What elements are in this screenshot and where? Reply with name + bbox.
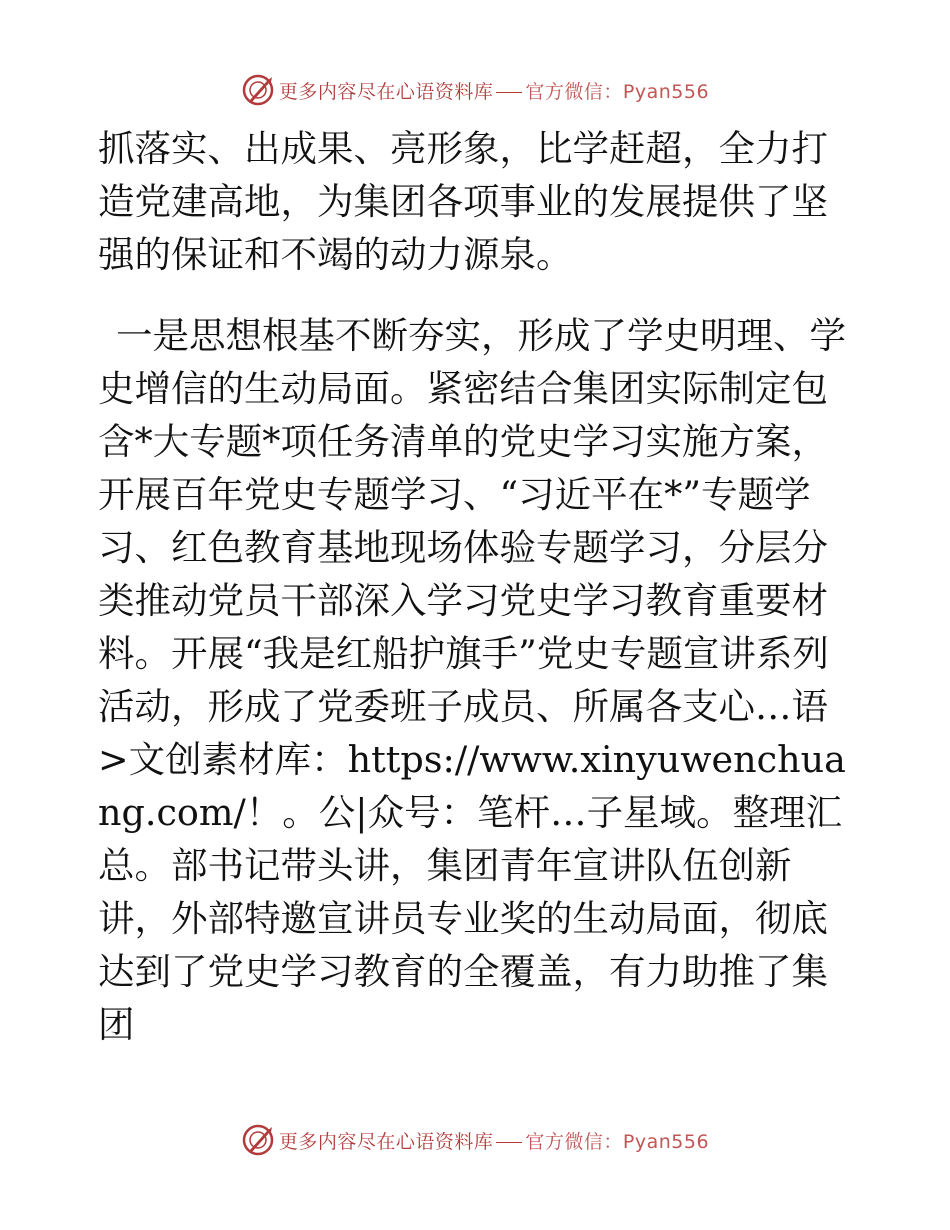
footer-watermark-left: 更多内容尽在心语资料库 bbox=[278, 1130, 494, 1153]
footer-watermark bbox=[0, 1120, 950, 1160]
document-body bbox=[98, 122, 858, 1051]
brand-logo-icon bbox=[241, 1123, 275, 1157]
paragraph-1: 抓落实、出成果、亮形象，比学赶超，全力打造党建高地，为集团各项事业的发展提供了坚强的保证和不竭的动力源泉。 bbox=[98, 127, 828, 276]
footer-watermark-text bbox=[279, 1127, 709, 1154]
footer-watermark-separator bbox=[496, 1142, 522, 1143]
header-watermark-left: 更多内容尽在心语资料库 bbox=[278, 80, 494, 103]
brand-logo-icon bbox=[241, 73, 275, 107]
header-watermark bbox=[0, 70, 950, 110]
header-watermark-separator bbox=[496, 92, 522, 93]
header-watermark-right: 官方微信：Pyan556 bbox=[525, 80, 710, 103]
footer-watermark-right: 官方微信：Pyan556 bbox=[525, 1130, 710, 1153]
paragraph-2: 一是思想根基不断夯实，形成了学史明理、学史增信的生动局面。紧密结合集团实际制定包含*大专题*项任务清单的党史学习实施方案，开展百年党史专题学习、“习近平在*”专题学习、红色教育基地现场体验专题学习，分层分类推动党员干部深入学习党史学习教育重要材料。开展“我是红船护旗手”党史专题宣讲系列活动，形成了党委班子成员、所属各支心…语>文创素材库：https://www.xinyuwenchuang.com/！。公|众号：笔杆…子星域。整理汇总。部书记带头讲，集团青年宣讲队伍创新讲，外部特邀宣讲员专业奖的生动局面，彻底达到了党史学习教育的全覆盖，有力助推了集团 bbox=[98, 314, 846, 1046]
header-watermark-text bbox=[279, 77, 709, 104]
